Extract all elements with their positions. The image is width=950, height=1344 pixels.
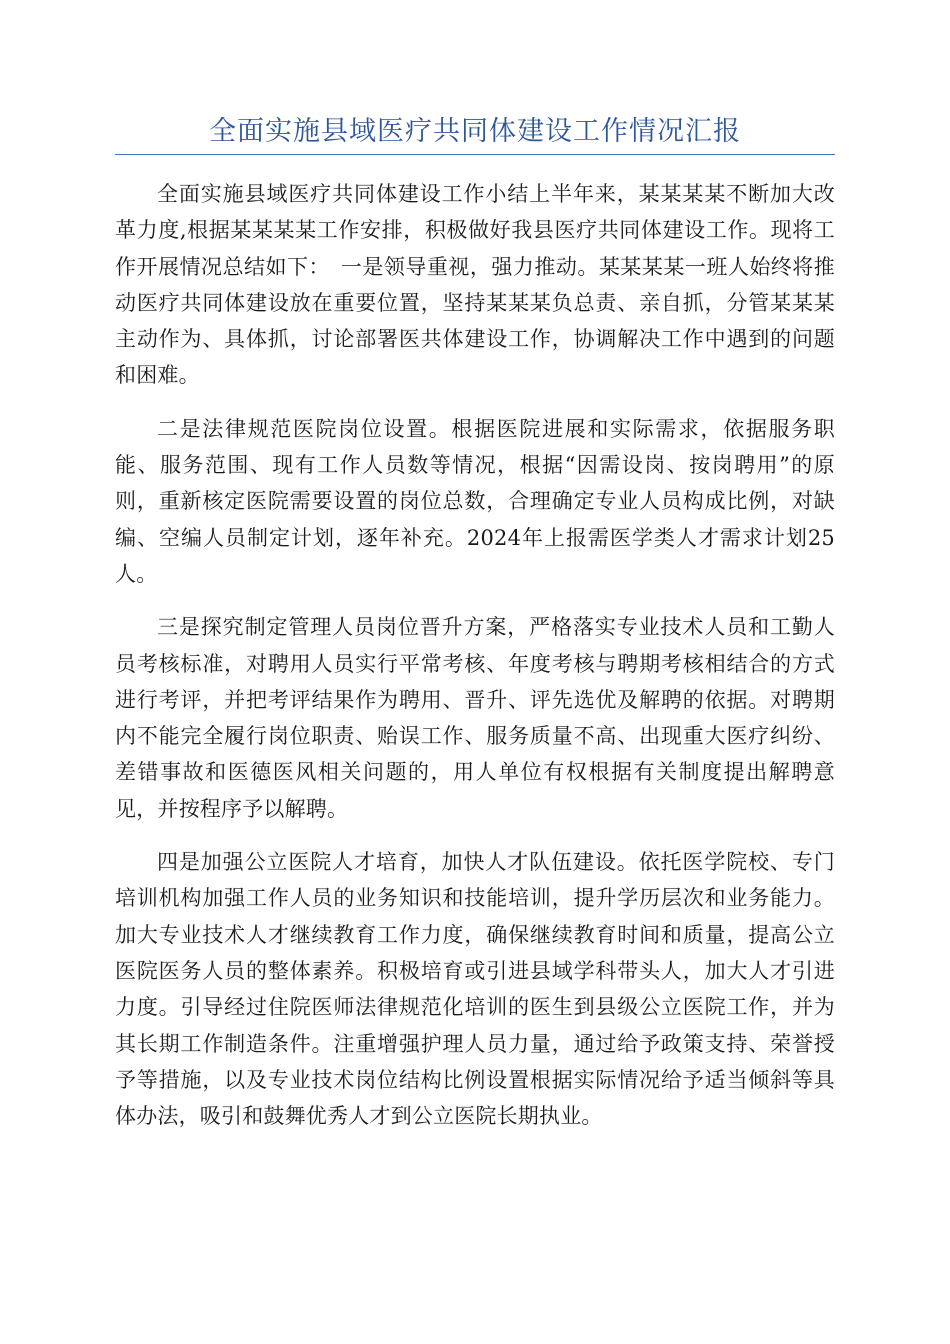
title-underline [115, 154, 835, 155]
paragraph-talent-training: 四是加强公立医院人才培育，加快人才队伍建设。依托医学院校、专门培训机构加强工作人员的业务知识和技能培训，提升学历层次和业务能力。加大专业技术人才继续教育工作力度，确保继续教育时间和质量，提高公立医院医务人员的整体素养。积极培育或引进县域学科带头人，加大人才引进力度。引导经过住院医师法律规范化培训的医生到县级公立医院工作，并为其长期工作制造条件。注重增强护理人员力量，通过给予政策支持、荣誉授予等措施，以及专业技术岗位结构比例设置根据实际情况给予适当倾斜等具体办法，吸引和鼓舞优秀人才到公立医院长期执业。 [115, 850, 835, 1129]
paragraph-assessment: 三是探究制定管理人员岗位晋升方案，严格落实专业技术人员和工勤人员考核标准，对聘用人员实行平常考核、年度考核与聘期考核相结合的方式进行考评，并把考评结果作为聘用、晋升、评先选优及解聘的依据。对聘期内不能完全履行岗位职责、贻误工作、服务质量不高、出现重大医疗纠纷、差错事故和医德医风相关问题的，用人单位有权根据有关制度提出解聘意见，并按程序予以解聘。 [115, 615, 835, 821]
document-body [115, 176, 835, 1151]
paragraph-intro-leadership: 全面实施县域医疗共同体建设工作小结上半年来，某某某某不断加大改革力度,根据某某某某工作安排，积极做好我县医疗共同体建设工作。现将工作开展情况总结如下： 一是领导重视，强力推动。某某某某一班人始终将推动医疗共同体建设放在重要位置，坚持某某某负总责、亲自抓，分管某某某主动作为、具体抓，讨论部署医共体建设工作，协调解决工作中遇到的问题和困难。 [115, 182, 835, 388]
document-title: 全面实施县域医疗共同体建设工作情况汇报 [209, 116, 741, 147]
paragraph-post-setting: 二是法律规范医院岗位设置。根据医院进展和实际需求，依据服务职能、服务范围、现有工作人员数等情况，根据“因需设岗、按岗聘用”的原则，重新核定医院需要设置的岗位总数，合理确定专业人员构成比例，对缺编、空编人员制定计划，逐年补充。2024年上报需医学类人才需求计划25人。 [115, 416, 835, 586]
